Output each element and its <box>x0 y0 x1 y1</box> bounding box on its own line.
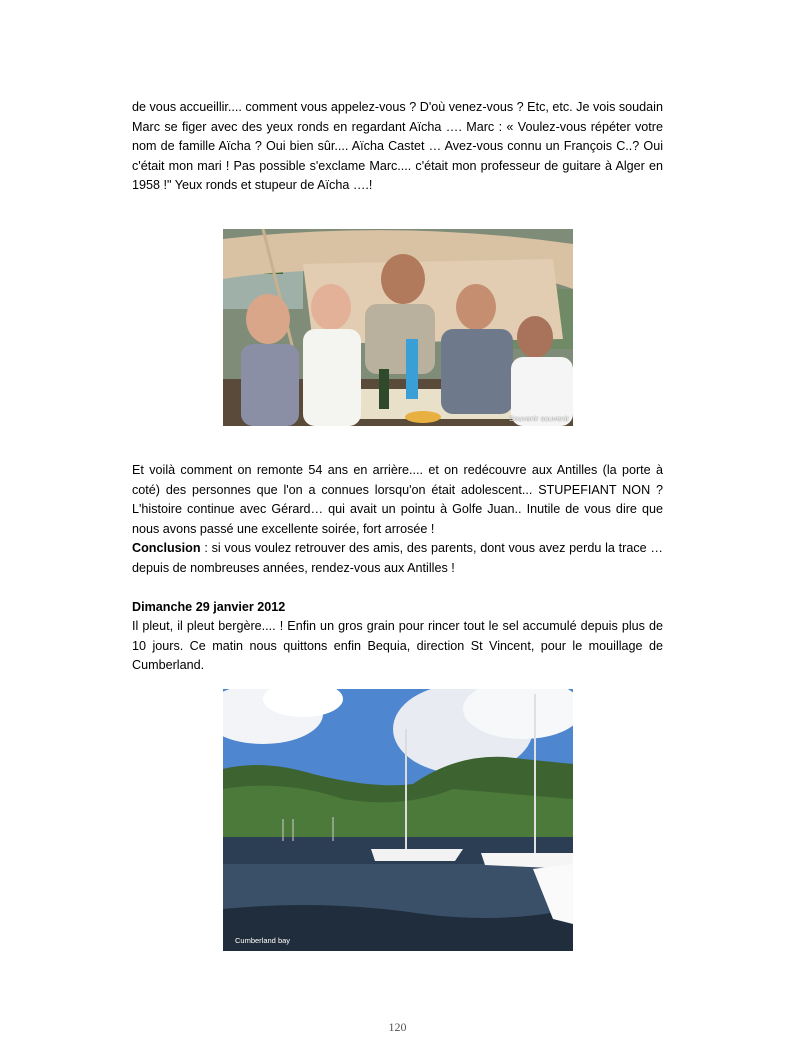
paragraph-intro: de vous accueillir.... comment vous appelez-vous ? D'où venez-vous ? Etc, etc. Je vois soudain Marc se figer avec des yeux ronds en regardant Aïcha …. Marc : « Voulez-vous répéter votre nom de famille Aïcha ? Oui bien sûr.... Aïcha Castet … Avez-vous connu un François C..? Oui c'était mon mari ! Pas possible s'exclame Marc.... c'était mon professeur de guitare à Alger en 1958 !" Yeux ronds et stupeur de Aïcha ….! <box>132 100 663 193</box>
paragraph-conclusion <box>132 539 663 578</box>
photo1-caption: Souvenir souvenir <box>508 414 569 423</box>
paragraph-rain: Il pleut, il pleut bergère.... ! Enfin un gros grain pour rincer tout le sel accumulé depuis plus de 10 jours. Ce matin nous quittons enfin Bequia, direction St Vincent, pour le mouillage de Cumberland. <box>132 619 663 673</box>
paragraph-story: Et voilà comment on remonte 54 ans en arrière.... et on redécouvre aux Antilles (la porte à coté) des personnes que l'on a connues lorsqu'on était adolescent... STUPEFIANT NON ? L'histoire continue avec Gérard… qui avait un pointu à Golfe Juan.. Inutile de vous dire que nous avons passé une excellente soirée, fort arrosée ! <box>132 463 663 536</box>
photo-group-on-boat <box>223 229 573 426</box>
conclusion-text: : si vous voulez retrouver des amis, des parents, dont vous avez perdu la trace … depuis de nombreuses années, rendez-vous aux Antilles ! <box>132 541 663 575</box>
page-number: 120 <box>388 1020 407 1034</box>
conclusion-label: Conclusion <box>132 541 201 555</box>
bay-photo-illustration <box>223 689 573 951</box>
photo-cumberland-bay <box>223 689 573 951</box>
photo2-caption: Cumberland bay <box>235 936 291 945</box>
date-heading: Dimanche 29 janvier 2012 <box>132 600 286 614</box>
group-photo-illustration <box>223 229 573 426</box>
